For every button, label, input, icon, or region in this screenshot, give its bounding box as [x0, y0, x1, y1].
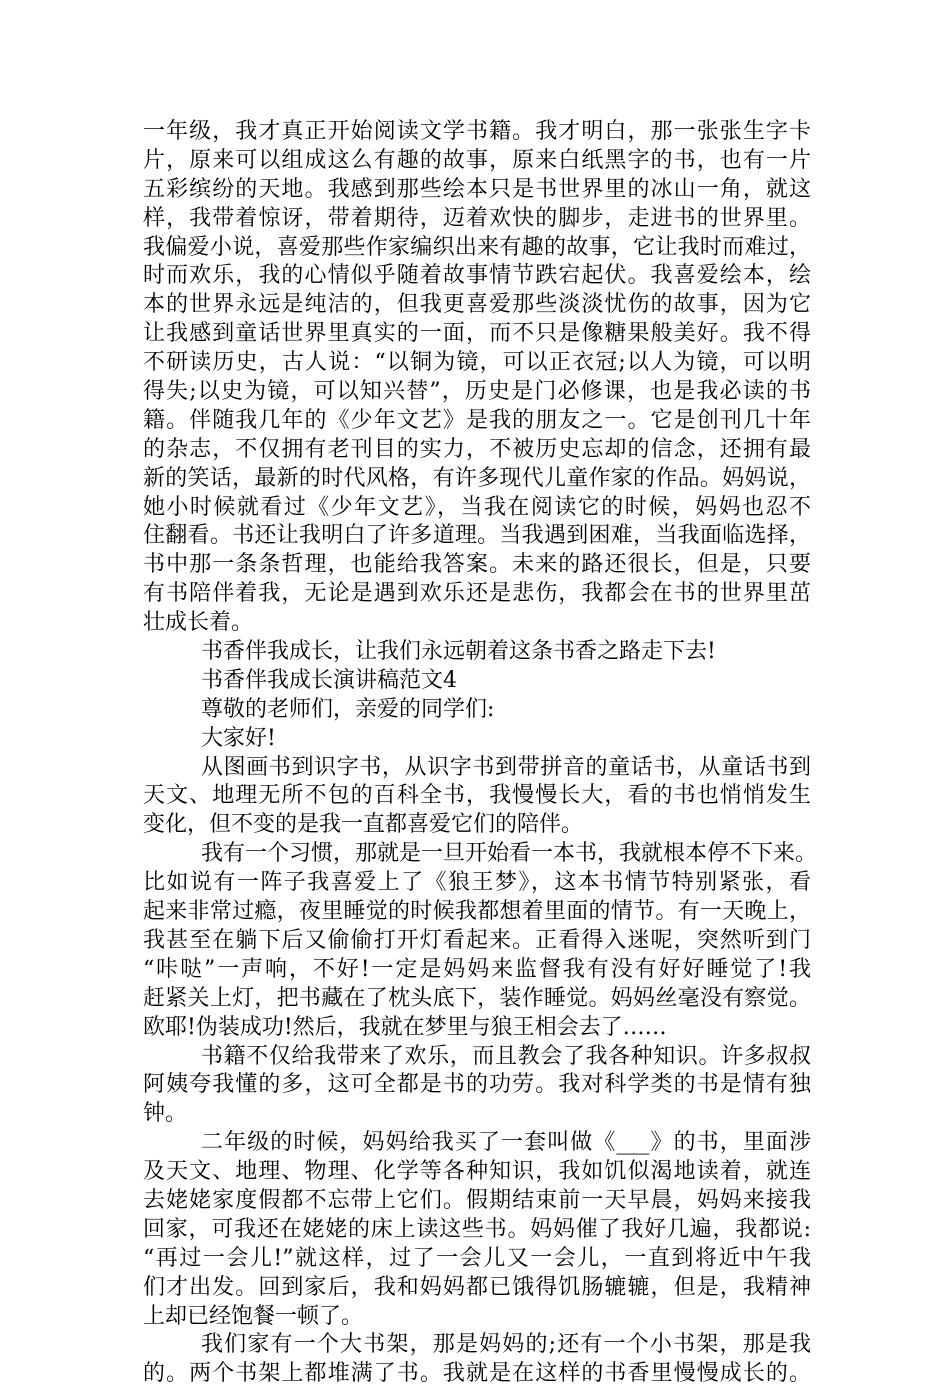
- document-body: [143, 118, 818, 1389]
- text-line: 的。两个书架上都堆满了书。我就是在这样的书香里慢慢成长的。: [143, 1361, 811, 1387]
- text-line: 大家好!: [201, 725, 276, 751]
- text-line: 书中那一条条哲理，也能给我答案。未来的路还很长，但是，只要: [143, 552, 811, 578]
- text-line: 一年级，我才真正开始阅读文学书籍。我才明白，那一张张生字卡: [143, 119, 811, 144]
- text-line: “再过一会儿!”就这样，过了一会儿又一会儿，一直到将近中午我: [143, 1245, 811, 1271]
- text-line: 上却已经饱餐一顿了。: [143, 1303, 364, 1329]
- text-line: 书香伴我成长，让我们永远朝着这条书香之路走下去!: [201, 639, 716, 665]
- text-line: 回家，可我还在姥姥的床上读这些书。妈妈催了我好几遍，我都说:: [143, 1216, 811, 1242]
- text-line: 尊敬的老师们，亲爱的同学们:: [201, 696, 495, 722]
- text-line: 变化，但不变的是我一直都喜爱它们的陪伴。: [143, 812, 584, 838]
- text-line: 赶紧关上灯，把书藏在了枕头底下，装作睡觉。妈妈丝毫没有察觉。: [143, 985, 811, 1011]
- text-line: 我有一个习惯，那就是一旦开始看一本书，我就根本停不下来。: [201, 841, 818, 867]
- text-line: 天文、地理无所不包的百科全书，我慢慢长大，看的书也悄悄发生: [143, 783, 811, 809]
- text-line: 书籍不仅给我带来了欢乐，而且教会了我各种知识。许多叔叔: [201, 1043, 811, 1069]
- text-line: 们才出发。回到家后，我和妈妈都已饿得饥肠辘辘，但是，我精神: [143, 1274, 811, 1300]
- text-line: 我们家有一个大书架，那是妈妈的;还有一个小书架，那是我: [201, 1332, 811, 1358]
- text-line: 她小时候就看过《少年文艺》，当我在阅读它的时候，妈妈也忍不: [143, 494, 811, 520]
- text-line: 住翻看。书还让我明白了许多道理。当我遇到困难，当我面临选择，: [143, 523, 811, 549]
- text-line: 样，我带着惊讶，带着期待，迈着欢快的脚步，走进书的世界里。: [143, 205, 811, 231]
- text-line: 起来非常过瘾，夜里睡觉的时候我都想着里面的情节。有一天晚上，: [143, 899, 811, 925]
- text-line: 时而欢乐，我的心情似乎随着故事情节跌宕起伏。我喜爱绘本，绘: [143, 263, 811, 289]
- text-line: 从图画书到识字书，从识字书到带拼音的童话书，从童话书到: [201, 754, 811, 780]
- text-line: 片，原来可以组成这么有趣的故事，原来白纸黑字的书，也有一片: [143, 147, 811, 173]
- text-line: “咔哒”一声响，不好!一定是妈妈来监督我有没有好好睡觉了!我: [143, 956, 811, 982]
- text-line: 五彩缤纷的天地。我感到那些绘本只是书世界里的冰山一角，就这: [143, 176, 811, 202]
- text-line: 及天文、地理、物理、化学等各种知识，我如饥似渴地读着，就连: [143, 1159, 811, 1185]
- text-line: 我甚至在躺下后又偷偷打开灯看起来。正看得入迷呢，突然听到门: [143, 927, 811, 953]
- text-line: 书香伴我成长演讲稿范文4: [201, 667, 457, 693]
- text-line: 比如说有一阵子我喜爱上了《狼王梦》，这本书情节特别紧张，看: [143, 870, 811, 896]
- text-line: 本的世界永远是纯洁的，但我更喜爱那些淡淡忧伤的故事，因为它: [143, 292, 811, 318]
- text-line: 的杂志，不仅拥有老刊目的实力，不被历史忘却的信念，还拥有最: [143, 436, 811, 462]
- text-line: 有书陪伴着我，无论是遇到欢乐还是悲伤，我都会在书的世界里茁: [143, 581, 811, 607]
- text-line: 去姥姥家度假都不忘带上它们。假期结束前一天早晨，妈妈来接我: [143, 1187, 811, 1213]
- text-line: 二年级的时候，妈妈给我买了一套叫做《___》的书，里面涉: [201, 1130, 811, 1156]
- text-line: 壮成长着。: [143, 610, 254, 636]
- text-line: 欧耶!伪装成功!然后，我就在梦里与狼王相会去了……: [143, 1014, 667, 1040]
- text-line: 籍。伴随我几年的《少年文艺》是我的朋友之一。它是创刊几十年: [143, 407, 811, 433]
- text-line: 我偏爱小说，喜爱那些作家编织出来有趣的故事，它让我时而难过，: [143, 234, 811, 260]
- text-line: 不研读历史，古人说：“以铜为镜，可以正衣冠;以人为镜，可以明: [143, 350, 811, 376]
- text-line: 钟。: [143, 1101, 188, 1127]
- text-line: 新的笑话，最新的时代风格，有许多现代儿童作家的作品。妈妈说，: [143, 465, 811, 491]
- text-line: 阿姨夸我懂的多，这可全都是书的功劳。我对科学类的书是情有独: [143, 1072, 811, 1098]
- text-line: 让我感到童话世界里真实的一面，而不只是像糖果般美好。我不得: [143, 321, 811, 347]
- text-line: 得失;以史为镜，可以知兴替”，历史是门必修课，也是我必读的书: [143, 379, 811, 405]
